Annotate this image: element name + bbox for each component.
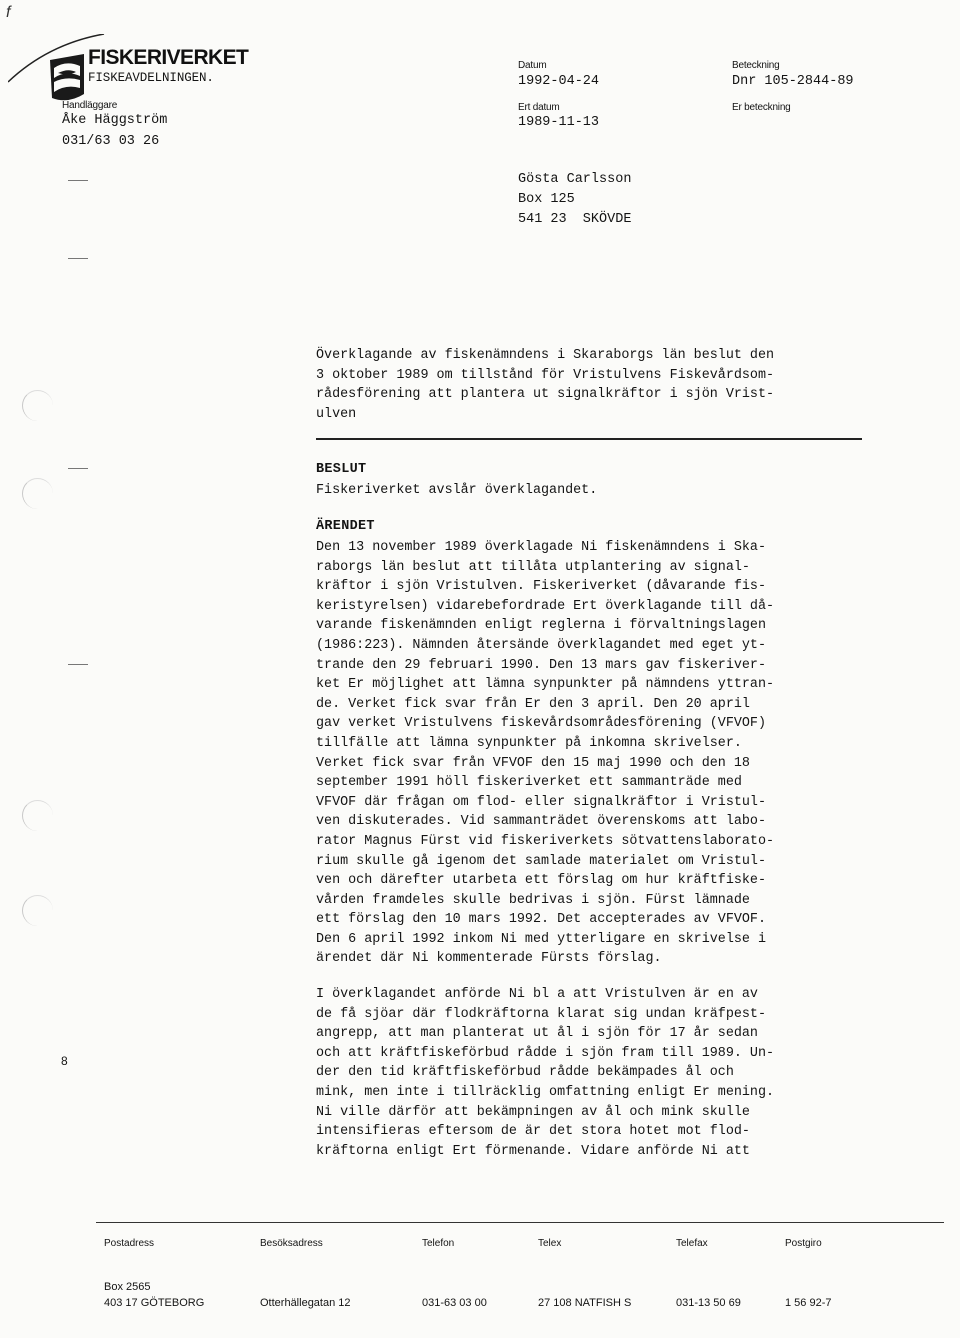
punch-hole bbox=[22, 478, 53, 509]
decision-heading: BESLUT bbox=[316, 462, 367, 477]
body-line: VFVOF där frågan om flod- eller signalkräftor i Vristul- bbox=[316, 794, 766, 810]
fold-mark bbox=[68, 664, 88, 665]
punch-hole bbox=[22, 895, 53, 926]
body-line: raborgs län beslut att tillåta utplantering av signal- bbox=[316, 559, 750, 575]
date-value: 1992-04-24 bbox=[518, 74, 600, 89]
corner-mark: f bbox=[6, 4, 11, 21]
decision-text: Fiskeriverket avslår överklagandet. bbox=[316, 483, 598, 498]
subject-line: ulven bbox=[316, 406, 357, 422]
subject-rule bbox=[316, 438, 862, 440]
fold-mark bbox=[68, 180, 88, 181]
body-line: trande den 29 februari 1990. Den 13 mars gav fiskeriver- bbox=[316, 657, 766, 673]
appeal-body bbox=[316, 985, 774, 1161]
handler-label: Handläggare bbox=[62, 100, 118, 111]
org-name: FISKERIVERKET bbox=[88, 46, 249, 69]
body-line: ven diskuterades. Vid sammanträdet överenskoms att labo- bbox=[316, 814, 766, 830]
footer-rule bbox=[96, 1222, 944, 1223]
body-line: intensifieras eftersom de är det stora hotet mot flod- bbox=[316, 1124, 750, 1140]
recipient-city: 541 23 SKÖVDE bbox=[518, 212, 632, 227]
footer-label-postal: Postadress bbox=[104, 1238, 155, 1249]
page-number: 8 bbox=[61, 1054, 68, 1068]
body-line: kräftor i sjön Vristulven. Fiskeriverket (dåvarande fis- bbox=[316, 579, 766, 595]
subject bbox=[316, 346, 774, 424]
body-line: mink, men inte i tillräcklig omfattning enligt Er mening. bbox=[316, 1084, 775, 1100]
department-name: FISKEAVDELNINGEN. bbox=[88, 71, 214, 85]
recipient-box: Box 125 bbox=[518, 192, 575, 207]
footer-label-telex: Telex bbox=[538, 1238, 562, 1249]
handler-phone: 031/63 03 26 bbox=[62, 134, 160, 149]
footer-fax: 031-13 50 69 bbox=[676, 1297, 741, 1309]
body-line: och att kräftfiskeförbud rådde i sjön fram till 1989. Un- bbox=[316, 1045, 775, 1061]
body-line: varande fiskenämnden enligt reglerna i förvaltningslagen bbox=[316, 618, 766, 634]
body-line: Verket fick svar från VFVOF den 15 maj 1990 och den 18 bbox=[316, 755, 750, 771]
body-line: ven och därefter utarbeta ett förslag om hur kräftfiske- bbox=[316, 873, 766, 889]
matter-heading: ÄRENDET bbox=[316, 519, 375, 534]
reference-value: Dnr 105-2844-89 bbox=[732, 74, 854, 89]
footer-phone: 031-63 03 00 bbox=[422, 1297, 487, 1309]
their-reference-label: Er beteckning bbox=[732, 102, 791, 113]
punch-hole bbox=[22, 800, 53, 831]
handler-name: Åke Häggström bbox=[62, 113, 168, 128]
body-line: vården framdeles skulle bedrivas i sjön. Fürst lämnade bbox=[316, 892, 750, 908]
footer-label-visit: Besöksadress bbox=[260, 1238, 323, 1249]
fold-mark bbox=[68, 468, 88, 469]
footer-telex: 27 108 NATFISH S bbox=[538, 1297, 632, 1309]
body-line: ett förslag den 10 mars 1992. Det accepterades av VFVOF. bbox=[316, 912, 766, 928]
body-line: Den 13 november 1989 överklagade Ni fiskenämndens i Ska- bbox=[316, 540, 766, 555]
body-line: Den 6 april 1992 inkom Ni med ytterligare en skrivelse i bbox=[316, 931, 766, 947]
recipient-name: Gösta Carlsson bbox=[518, 172, 632, 187]
body-line: de få sjöar där flodkräftorna klarat sig undan kräfpest- bbox=[316, 1006, 766, 1022]
body-line: keristyrelsen) vidarebefordrade Ert överklagande till då- bbox=[316, 598, 775, 614]
footer-postgiro: 1 56 92-7 bbox=[785, 1297, 832, 1309]
body-line: ket Er möjlighet att lämna synpunkter på nämndens yttran- bbox=[316, 677, 775, 693]
date-label: Datum bbox=[518, 60, 547, 71]
footer-label-postgiro: Postgiro bbox=[785, 1238, 822, 1249]
footer-postal-box: Box 2565 bbox=[104, 1281, 151, 1293]
fold-mark bbox=[68, 258, 88, 259]
their-date-label: Ert datum bbox=[518, 102, 560, 113]
body-line: angrepp, att man planterat ut ål i sjön för 17 år sedan bbox=[316, 1026, 758, 1042]
footer-label-fax: Telefax bbox=[676, 1238, 708, 1249]
matter-body bbox=[316, 538, 774, 969]
body-line: I överklagandet anförde Ni bl a att Vristulven är en av bbox=[316, 987, 758, 1002]
body-line: september 1991 höll fiskeriverket ett sammanträde med bbox=[316, 775, 742, 791]
body-line: de. Verket fick svar från Er den 3 april. Den 20 april bbox=[316, 696, 750, 712]
subject-line: rådesförening att plantera ut signalkräftor i sjön Vrist- bbox=[316, 387, 775, 403]
punch-hole bbox=[22, 390, 53, 421]
subject-line: 3 oktober 1989 om tillstånd för Vristulvens Fiskevårdsom- bbox=[316, 367, 775, 383]
reference-label: Beteckning bbox=[732, 60, 780, 71]
body-line: rium skulle gå igenom det samlade materialet om Vristul- bbox=[316, 853, 766, 869]
footer-label-phone: Telefon bbox=[422, 1238, 455, 1249]
body-line: tillfälle att lämna synpunkter på inkomna skrivelser. bbox=[316, 735, 742, 751]
body-line: Ni ville därför att bekämpningen av ål och mink skulle bbox=[316, 1104, 750, 1120]
footer-visit-address: Otterhällegatan 12 bbox=[260, 1297, 351, 1309]
their-date-value: 1989-11-13 bbox=[518, 115, 600, 130]
body-line: der den tid kräftfiskeförbud rådde bekämpades ål och bbox=[316, 1065, 734, 1081]
body-line: ärendet där Ni kommenterade Fürsts förslag. bbox=[316, 951, 662, 967]
subject-line: Överklagande av fiskenämndens i Skaraborgs län beslut den bbox=[316, 348, 775, 363]
body-line: gav verket Vristulvens fiskevårdsområdesförening (VFVOF) bbox=[316, 716, 766, 732]
body-line: kräftorna enligt Ert förmenande. Vidare anförde Ni att bbox=[316, 1143, 750, 1159]
body-line: (1986:223). Nämnden återsände överklagandet med eget yt- bbox=[316, 637, 766, 653]
footer-postal-city: 403 17 GÖTEBORG bbox=[104, 1297, 205, 1309]
body-line: rator Magnus Fürst vid fiskeriverkets sötvattenslaborato- bbox=[316, 833, 775, 849]
